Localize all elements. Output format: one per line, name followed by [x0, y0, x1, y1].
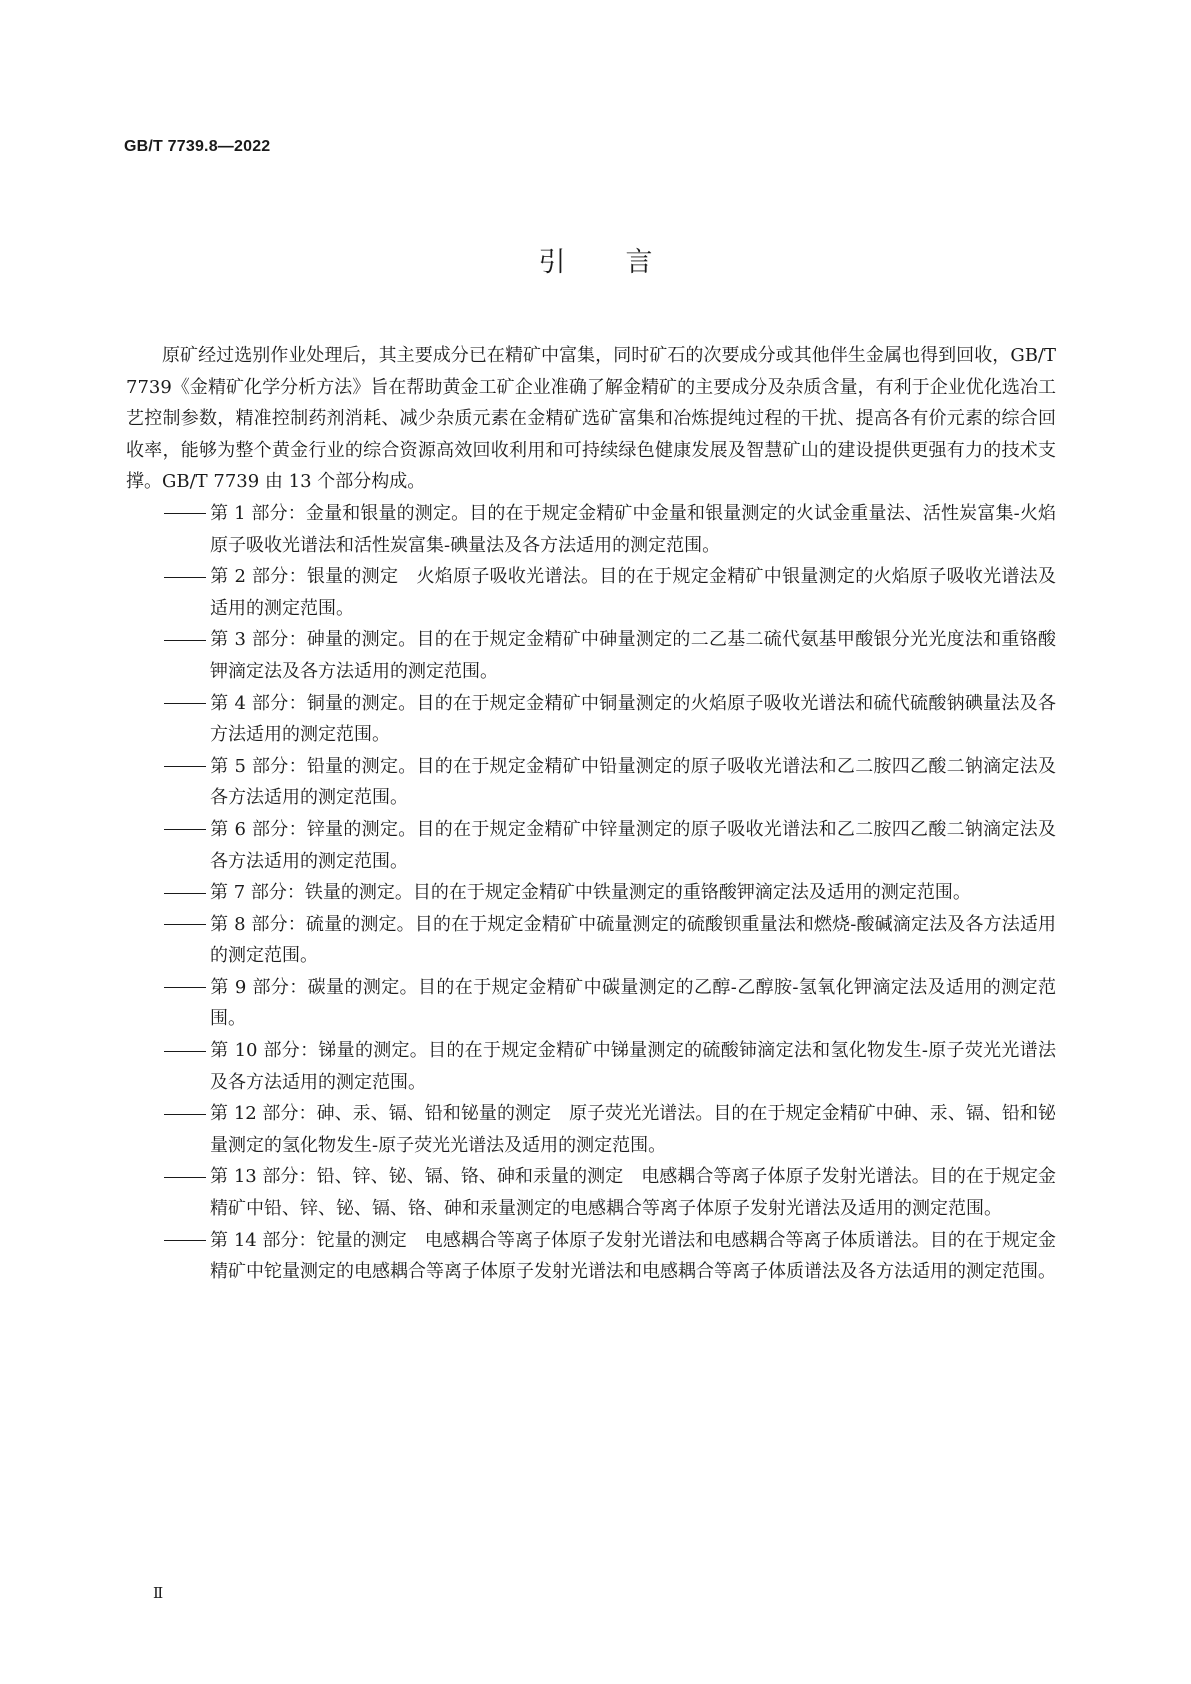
- list-item: [126, 1161, 1056, 1224]
- em-dash-marker: [126, 751, 210, 783]
- em-dash-marker: [126, 972, 210, 1004]
- list-item-text: 第 12 部分：砷、汞、镉、铅和铋量的测定 原子荧光光谱法。目的在于规定金精矿中砷、汞、镉、铅和铋量测定的氢化物发生-原子荧光光谱法及适用的测定范围。: [210, 1103, 1056, 1156]
- list-item-text: 第 4 部分：铜量的测定。目的在于规定金精矿中铜量测定的火焰原子吸收光谱法和硫代硫酸钠碘量法及各方法适用的测定范围。: [210, 692, 1056, 746]
- list-item: [126, 624, 1056, 687]
- intro-paragraph: 原矿经过选别作业处理后，其主要成分已在精矿中富集，同时矿石的次要成分或其他伴生金属也得到回收，GB/T 7739《金精矿化学分析方法》旨在帮助黄金工矿企业准确了解金精矿的主要成分及杂质含量，有利于企业优化选冶工艺控制参数，精准控制药剂消耗、减少杂质元素在金精矿选矿富集和冶炼提纯过程的干扰、提高各有价元素的综合回收率，能够为整个黄金行业的综合资源高效回收利用和可持续绿色健康发展及智慧矿山的建设提供更强有力的技术支撑。GB/T 7739 由 13 个部分构成。: [126, 345, 1056, 493]
- list-item: [126, 877, 1056, 909]
- list-item-text: 第 1 部分：金量和银量的测定。目的在于规定金精矿中金量和银量测定的火试金重量法、活性炭富集-火焰原子吸收光谱法和活性炭富集-碘量法及各方法适用的测定范围。: [210, 502, 1056, 556]
- list-item-text: 第 6 部分：锌量的测定。目的在于规定金精矿中锌量测定的原子吸收光谱法和乙二胺四乙酸二钠滴定法及各方法适用的测定范围。: [210, 818, 1056, 872]
- page-title: 引言: [538, 247, 713, 278]
- list-item: [126, 561, 1056, 624]
- standard-code: GB/T 7739.8—2022: [124, 138, 271, 155]
- list-item: [126, 498, 1056, 561]
- em-dash-marker: [126, 1161, 210, 1193]
- em-dash-marker: [126, 688, 210, 720]
- em-dash-marker: [126, 814, 210, 846]
- em-dash-marker: [126, 1035, 210, 1067]
- list-item-text: 第 8 部分：硫量的测定。目的在于规定金精矿中硫量测定的硫酸钡重量法和燃烧-酸碱滴定法及各方法适用的测定范围。: [210, 913, 1056, 967]
- list-item-text: 第 14 部分：铊量的测定 电感耦合等离子体原子发射光谱法和电感耦合等离子体质谱法。目的在于规定金精矿中铊量测定的电感耦合等离子体原子发射光谱法和电感耦合等离子体质谱法及各方法适用的测定范围。: [210, 1229, 1056, 1283]
- list-item: [126, 688, 1056, 751]
- list-item-text: 第 2 部分：银量的测定 火焰原子吸收光谱法。目的在于规定金精矿中银量测定的火焰原子吸收光谱法及适用的测定范围。: [210, 566, 1056, 619]
- list-item-text: 第 7 部分：铁量的测定。目的在于规定金精矿中铁量测定的重铬酸钾滴定法及适用的测定范围。: [210, 882, 971, 904]
- page-number: Ⅱ: [153, 1584, 164, 1602]
- list-item: [126, 1035, 1056, 1098]
- parts-list: [126, 498, 1056, 1288]
- em-dash-marker: [126, 498, 210, 530]
- list-item-text: 第 3 部分：砷量的测定。目的在于规定金精矿中砷量测定的二乙基二硫代氨基甲酸银分光光度法和重铬酸钾滴定法及各方法适用的测定范围。: [210, 629, 1056, 682]
- body-text: [126, 340, 1056, 1288]
- list-item-text: 第 5 部分：铅量的测定。目的在于规定金精矿中铅量测定的原子吸收光谱法和乙二胺四乙酸二钠滴定法及各方法适用的测定范围。: [210, 755, 1056, 809]
- em-dash-marker: [126, 1225, 210, 1257]
- em-dash-marker: [126, 561, 210, 593]
- em-dash-marker: [126, 624, 210, 656]
- list-item-text: 第 13 部分：铅、锌、铋、镉、铬、砷和汞量的测定 电感耦合等离子体原子发射光谱法。目的在于规定金精矿中铅、锌、铋、镉、铬、砷和汞量测定的电感耦合等离子体原子发射光谱法及适用的测定范围。: [210, 1166, 1056, 1220]
- em-dash-marker: [126, 909, 210, 941]
- em-dash-marker: [126, 1098, 210, 1130]
- list-item-text: 第 10 部分：锑量的测定。目的在于规定金精矿中锑量测定的硫酸铈滴定法和氢化物发生-原子荧光光谱法及各方法适用的测定范围。: [210, 1040, 1056, 1093]
- list-item: [126, 909, 1056, 972]
- list-item-text: 第 9 部分：碳量的测定。目的在于规定金精矿中碳量测定的乙醇-乙醇胺-氢氧化钾滴定法及适用的测定范围。: [210, 976, 1056, 1030]
- list-item: [126, 751, 1056, 814]
- list-item: [126, 1098, 1056, 1161]
- list-item: [126, 814, 1056, 877]
- list-item: [126, 1225, 1056, 1288]
- em-dash-marker: [126, 877, 210, 909]
- list-item: [126, 972, 1056, 1035]
